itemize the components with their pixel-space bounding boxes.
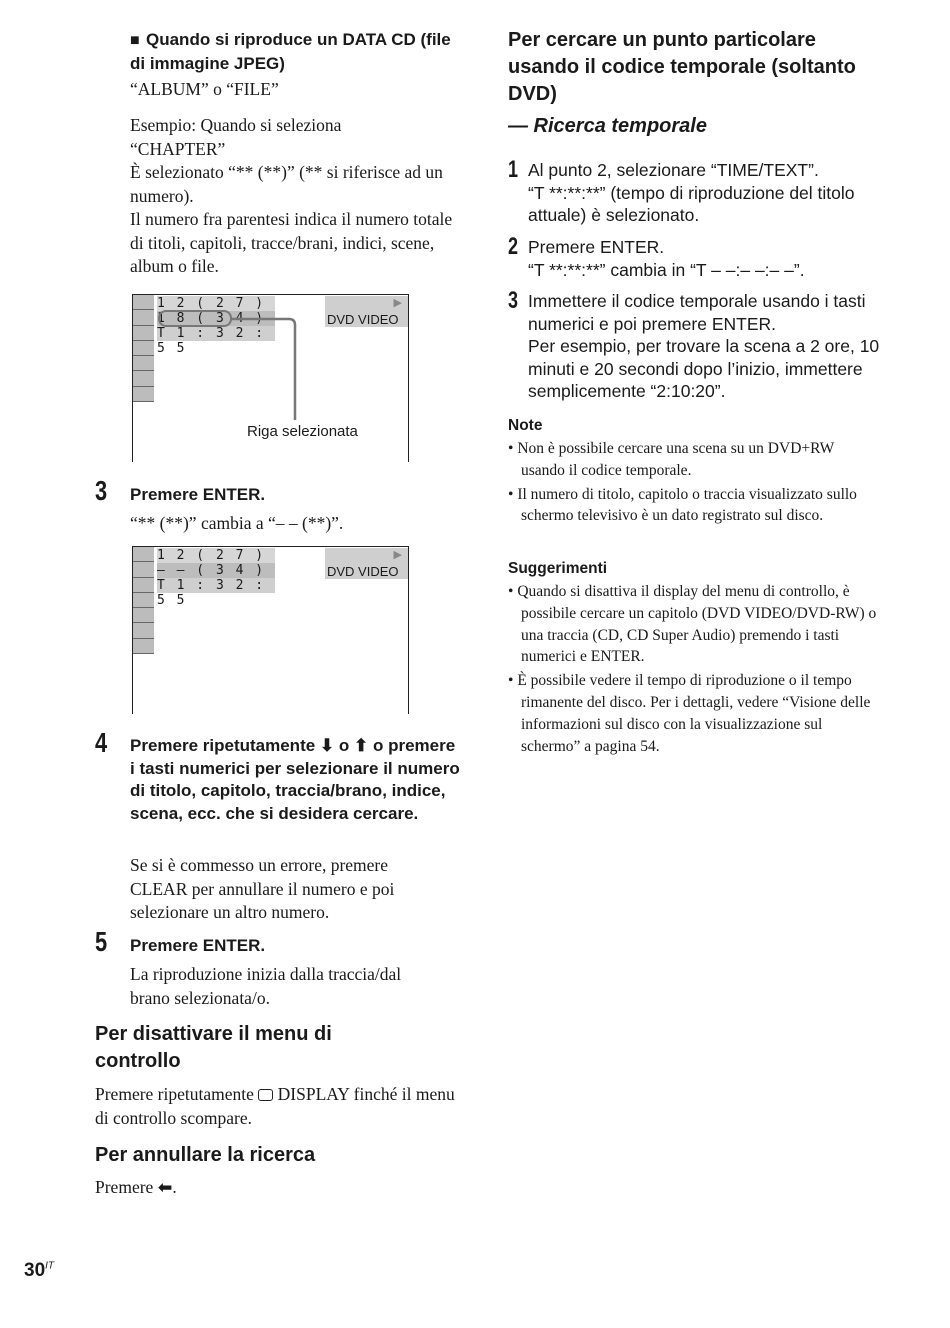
rstep-2-number: 2	[508, 233, 519, 260]
menu-icon-column	[133, 547, 154, 654]
control-menu-screen-2	[132, 546, 409, 714]
step-3-text: “** (**)” cambia a “– – (**)”.	[130, 513, 344, 533]
menu-row-time: T 1 : 3 2 : 5 5	[157, 326, 275, 341]
return-arrow-icon: ⬅	[157, 1178, 173, 1198]
rstep-3-text: Immettere il codice temporale usando i tasti numerici e poi premere ENTER. Per esempio, per trovare la scena a 2 ore, 10 minuti e 20 secondi dopo l’inizio, immettere semplicemente “2:10:20”.	[528, 291, 880, 401]
play-icon: ▶	[393, 549, 402, 561]
menu-row-chapter: – – ( 3 4 )	[157, 563, 275, 578]
example-line: È selezionato “** (**)” (** si riferisce ad un numero).	[130, 162, 443, 206]
example-line: Esempio: Quando si seleziona “CHAPTER”	[130, 115, 342, 159]
cancel-text: Premere ⬅.	[95, 1177, 177, 1198]
menu-row-time: T 1 : 3 2 : 5 5	[157, 578, 275, 593]
list-item: • È possibile vedere il tempo di riproduzione o il tempo rimanente del disco. Per i dettagli, vedere “Visione delle informazioni sul disco con la visualizzazione sul schermo” a pagina 54.	[508, 672, 871, 755]
off-heading: Per disattivare il menu di controllo	[95, 1023, 332, 1072]
rstep-2-text: Premere ENTER. “T **:**:**” cambia in “T – –:– –:– –”.	[528, 237, 805, 280]
menu-row-title: 1 2 ( 2 7 )	[157, 548, 275, 563]
dvd-video-label: ▶ DVD VIDEO	[325, 296, 408, 327]
tips-heading: Suggerimenti	[508, 560, 608, 577]
jpeg-heading: ■ Quando si riproduce un DATA CD (file di immagine JPEG)	[130, 30, 451, 73]
display-icon	[258, 1089, 273, 1101]
example-line: Il numero fra parentesi indica il numero totale di titoli, capitoli, tracce/brani, indici, scene, album o file.	[130, 209, 453, 276]
step-4-text: Se si è commesso un errore, premere CLEAR per annullare il numero e poi selezionare un altro numero.	[130, 855, 395, 922]
callout-label: Riga selezionata	[247, 423, 358, 440]
example-block	[130, 114, 465, 279]
menu-row-chapter: 1 8 ( 3 4 )	[157, 311, 275, 326]
list-item: • Non è possibile cercare una scena su un DVD+RW usando il codice temporale.	[508, 440, 834, 479]
step-3-number: 3	[95, 475, 108, 506]
right-heading: Per cercare un punto particolare usando il codice temporale (soltanto DVD)	[508, 29, 856, 105]
play-icon: ▶	[393, 297, 402, 309]
cancel-heading: Per annullare la ricerca	[95, 1144, 316, 1166]
control-menu-screen-1	[132, 294, 409, 462]
rstep-1-number: 1	[508, 156, 519, 183]
right-subheading: — Ricerca temporale	[508, 115, 707, 137]
menu-row-title: 1 2 ( 2 7 )	[157, 296, 275, 311]
notes-list	[508, 438, 878, 527]
list-item: • Quando si disattiva il display del menu di controllo, è possibile cercare un capitolo (DVD VIDEO/DVD-RW) o una traccia (CD, CD Super Audio) premendo i tasti numerici e ENTER.	[508, 583, 877, 666]
dvd-video-label: ▶ DVD VIDEO	[325, 548, 408, 579]
arrow-down-icon: ⬇	[319, 736, 335, 755]
list-item: • Il numero di titolo, capitolo o traccia visualizzato sullo schermo televisivo è un dato registrato sul disco.	[508, 485, 857, 525]
step-5-number: 5	[95, 926, 108, 957]
step-4-number: 4	[95, 727, 108, 758]
arrow-up-icon: ⬆	[354, 736, 369, 755]
step-3-title: Premere ENTER.	[130, 485, 266, 504]
step-5-title: Premere ENTER.	[130, 936, 266, 955]
tips-list	[508, 581, 880, 757]
jpeg-value: “ALBUM” o “FILE”	[130, 79, 279, 99]
rstep-3-number: 3	[508, 287, 519, 314]
page-number: $30^{IT}$	[24, 1260, 55, 1281]
rstep-1-text: Al punto 2, selezionare “TIME/TEXT”. “T **:**:**” (tempo di riproduzione del titolo attuale) è selezionato.	[528, 160, 855, 225]
off-text: Premere ripetutamente DISPLAY finché il menu di controllo scompare.	[95, 1084, 455, 1128]
step-4-title: Premere ripetutamente ⬇ o ⬆ o premere i tasti numerici per selezionare il numero di titolo, capitolo, traccia/brano, indice, scena, ecc. che si desidera cercare.	[130, 736, 460, 823]
note-heading: Note	[508, 417, 543, 434]
step-5-text: La riproduzione inizia dalla traccia/dal brano selezionata/o.	[130, 964, 402, 1008]
